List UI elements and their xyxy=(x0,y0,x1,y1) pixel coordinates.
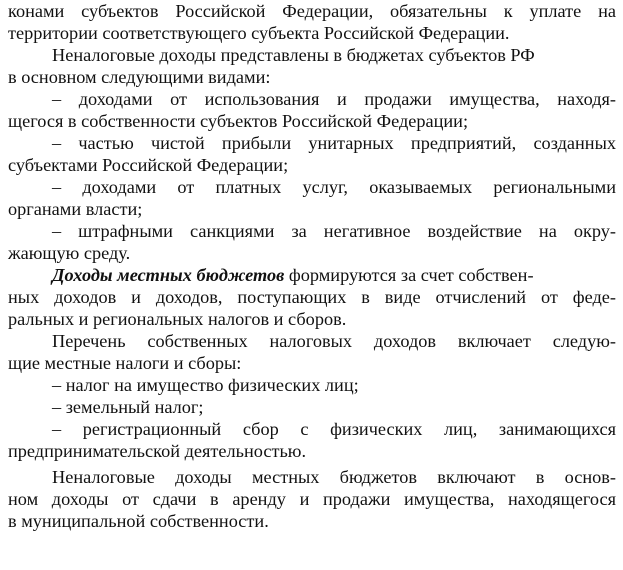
list-item-line: – доходами от использования и продажи имущества, находя- xyxy=(52,89,616,109)
text-line: в основном следующими видами: xyxy=(8,67,271,87)
text-line: ральных и региональных налогов и сборов. xyxy=(8,309,347,329)
text-line: органами власти; xyxy=(8,199,143,219)
list-item-line: – доходами от платных услуг, оказываемых региональными xyxy=(52,177,616,197)
list-item-line: – регистрационный сбор с физических лиц, занимающихся xyxy=(52,419,616,439)
text-line: конами субъектов Российской Федерации, обязательны к уплате на xyxy=(8,1,616,21)
text-line: щие местные налоги и сборы: xyxy=(8,353,242,373)
text-line: ном доходы от сдачи в аренду и продажи имущества, находящегося xyxy=(8,489,616,509)
paragraph-start-line: Перечень собственных налоговых доходов включает следую- xyxy=(52,331,616,351)
text-line: территории соответствующего субъекта Российской Федерации. xyxy=(8,23,510,43)
text-line: субъектами Российской Федерации; xyxy=(8,155,289,175)
text-line: ных доходов и доходов, поступающих в виде отчислений от феде- xyxy=(8,287,616,307)
paragraph-start-line xyxy=(52,264,534,286)
list-item-line: – штрафными санкциями за негативное воздействие на окру- xyxy=(52,221,616,241)
list-item-line: – земельный налог; xyxy=(52,397,204,417)
text-line: в муниципальной собственности. xyxy=(8,511,269,531)
text-line: жающую среду. xyxy=(8,243,131,263)
list-item-line: – частью чистой прибыли унитарных предприятий, созданных xyxy=(52,133,616,153)
section-term: Доходы местных бюджетов xyxy=(52,265,285,285)
text-line: щегося в собственности субъектов Российской Федерации; xyxy=(8,111,469,131)
paragraph-start-line: Неналоговые доходы представлены в бюджетах субъектов РФ xyxy=(52,45,535,65)
list-item-line: – налог на имущество физических лиц; xyxy=(52,375,359,395)
text-fragment: формируются за счет собствен- xyxy=(284,265,534,285)
paragraph-start-line: Неналоговые доходы местных бюджетов включают в основ- xyxy=(52,467,616,487)
text-line: предпринимательской деятельностью. xyxy=(8,441,307,461)
